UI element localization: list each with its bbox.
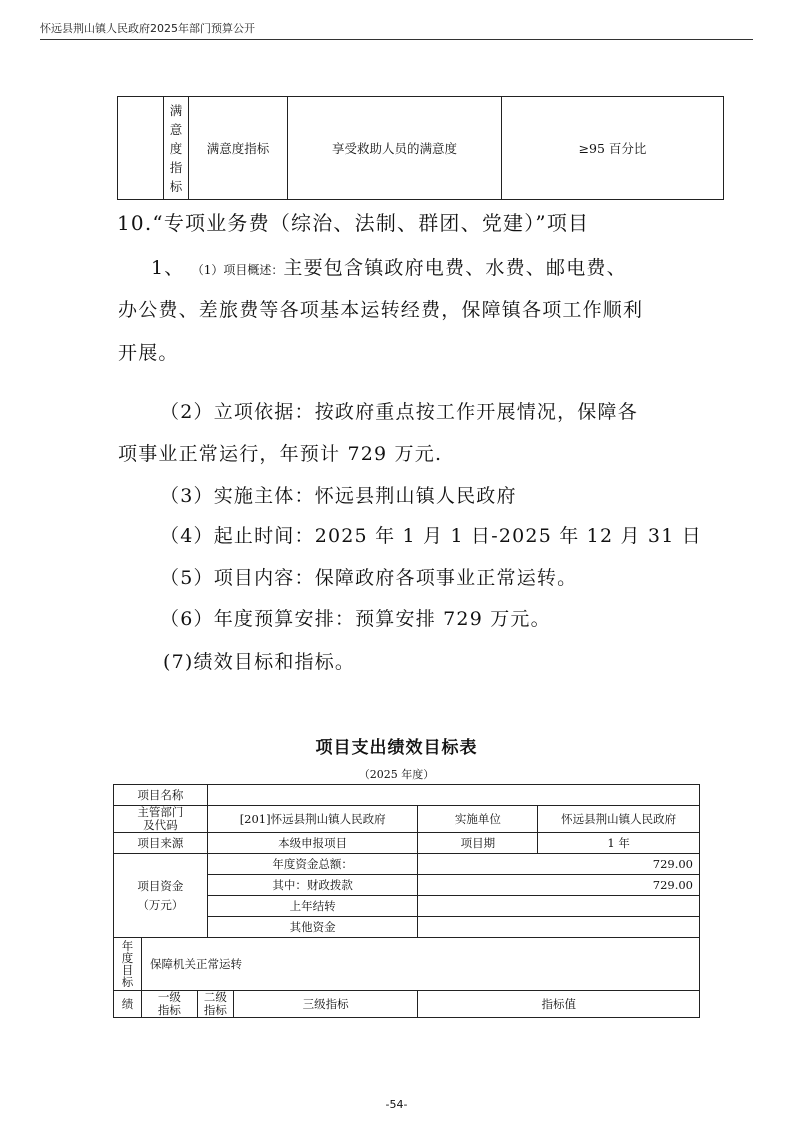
annual-goal-text: 保障机关正常运转	[141, 938, 699, 991]
level1-header: 一级 指标	[141, 991, 197, 1018]
para-1-line-3: 开展。	[118, 342, 179, 364]
dept-label: 主管部门 及代码	[114, 806, 208, 833]
indicator-value-header: 指标值	[418, 991, 700, 1018]
para-2-line-1: （2）立项依据：按政府重点按工作开展情况，保障各	[160, 401, 638, 423]
level3-header: 三级指标	[233, 991, 418, 1018]
para-5: （5）项目内容：保障政府各项事业正常运转。	[160, 567, 578, 589]
other-label: 其他资金	[207, 917, 418, 938]
impl-label: 实施单位	[418, 806, 538, 833]
para-1-line-1: 1、 （1）项目概述：主要包含镇政府电费、水费、邮电费、	[151, 257, 627, 279]
satisfaction-table	[117, 96, 724, 200]
empty-cell	[118, 97, 164, 200]
impl-value: 怀远县荆山镇人民政府	[538, 806, 700, 833]
total-label: 年度资金总额：	[207, 854, 418, 875]
carryover-value	[418, 896, 700, 917]
source-value: 本级申报项目	[207, 833, 418, 854]
category-cell: 满 意 度 指 标	[164, 97, 189, 200]
para-2-line-2: 项事业正常运行，年预计 729 万元.	[118, 443, 443, 465]
value-cell: ≥95 百分比	[502, 97, 724, 200]
dept-value: [201]怀远县荆山镇人民政府	[207, 806, 418, 833]
performance-table	[113, 784, 700, 1018]
indicator-cell: 满意度指标	[189, 97, 288, 200]
source-label: 项目来源	[114, 833, 208, 854]
page-header: 怀远县荆山镇人民政府2025年部门预算公开	[40, 22, 255, 35]
para-4: （4）起止时间：2025 年 1 月 1 日-2025 年 12 月 31 日	[160, 525, 702, 547]
level2-header: 二级 指标	[197, 991, 233, 1018]
other-value	[418, 917, 700, 938]
section-heading: 10.“专项业务费（综治、法制、群团、党建）”项目	[117, 211, 590, 235]
content-cell: 享受救助人员的满意度	[288, 97, 502, 200]
period-value: 1 年	[538, 833, 700, 854]
project-name-label: 项目名称	[114, 785, 208, 806]
fiscal-value: 729.00	[418, 875, 700, 896]
para-7: (7)绩效目标和指标。	[163, 651, 356, 673]
annual-goal-label: 年 度 目 标	[114, 938, 142, 991]
perf-table-title: 项目支出绩效目标表	[315, 738, 478, 758]
period-label: 项目期	[418, 833, 538, 854]
total-value: 729.00	[418, 854, 700, 875]
page-number: -54-	[385, 1098, 408, 1111]
para-3: （3）实施主体：怀远县荆山镇人民政府	[160, 485, 517, 507]
fiscal-label: 其中：财政拨款	[207, 875, 418, 896]
para-1-line-2: 办公费、差旅费等各项基本运转经费，保障镇各项工作顺利	[118, 299, 644, 321]
funds-label: 项目资金 （万元）	[114, 854, 208, 938]
carryover-label: 上年结转	[207, 896, 418, 917]
perf-label: 绩	[114, 991, 142, 1018]
header-rule	[40, 39, 753, 40]
project-name-value	[207, 785, 699, 806]
perf-table-year: （2025 年度）	[358, 768, 435, 781]
para-6: （6）年度预算安排：预算安排 729 万元。	[160, 608, 551, 630]
